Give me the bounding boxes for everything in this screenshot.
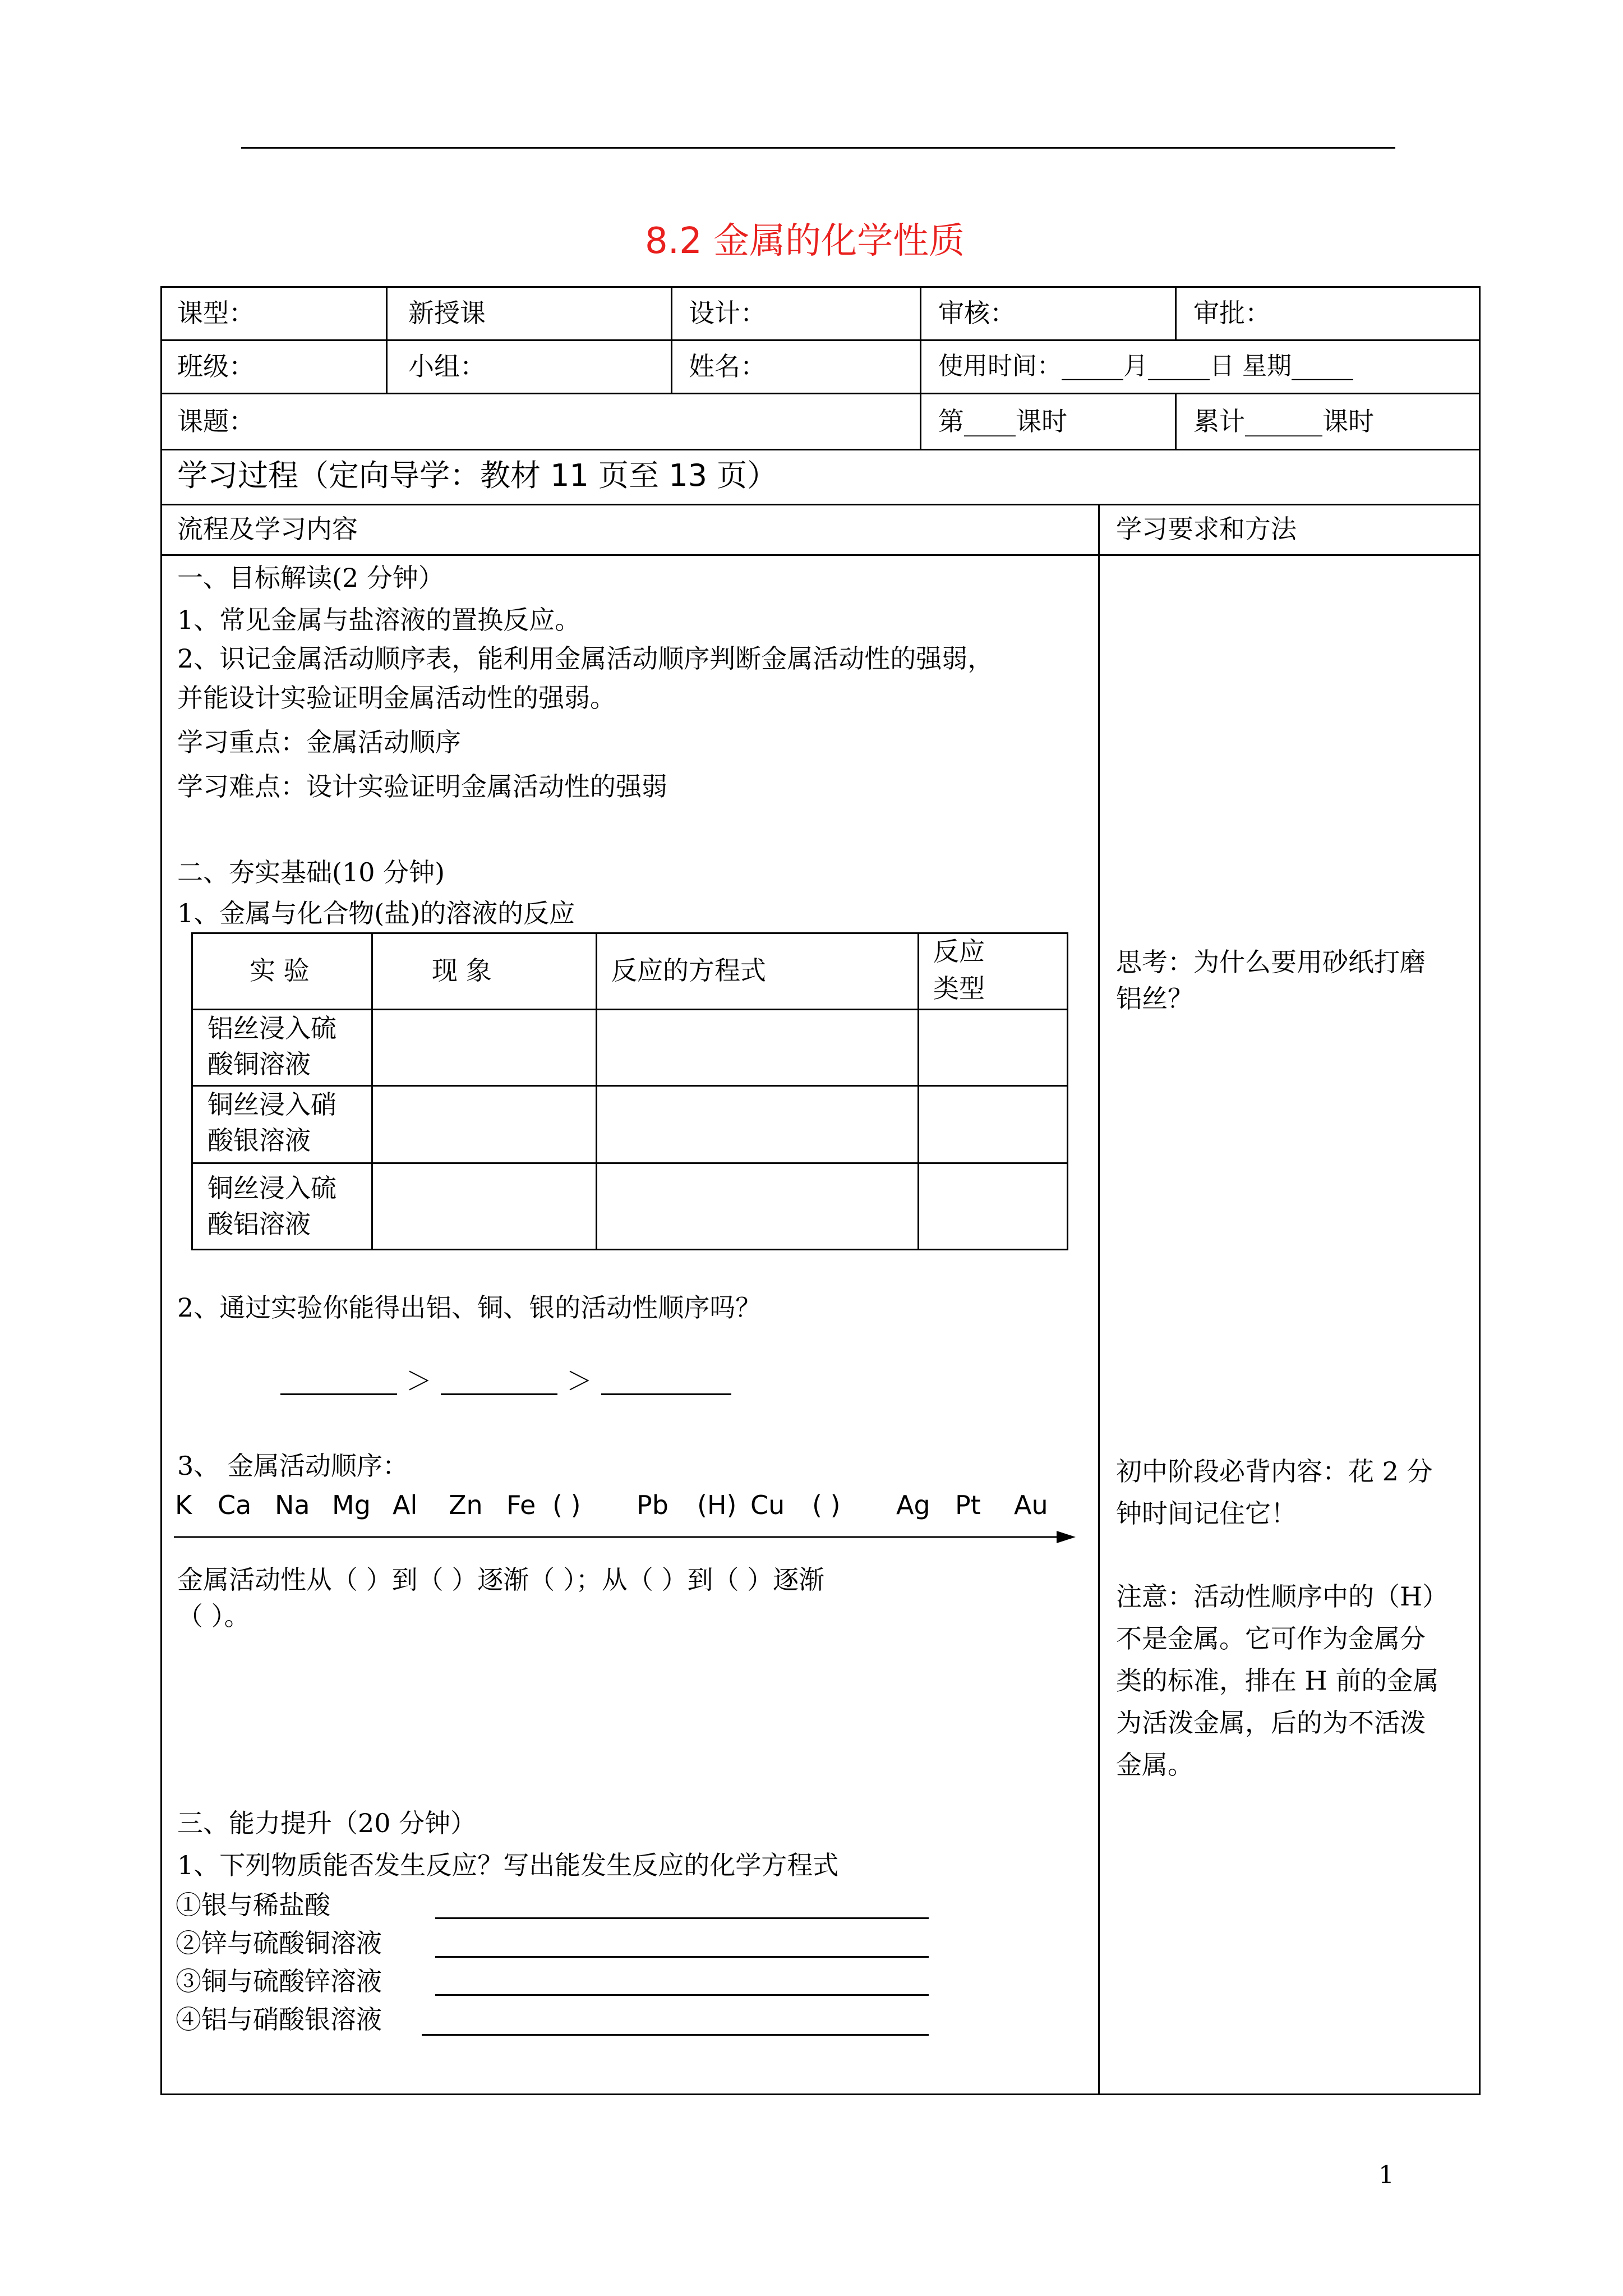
header-rule [241, 147, 1395, 149]
memorize-note-1: 初中阶段必背内容：花 2 分 [1116, 1456, 1433, 1487]
note-line-2: 不是金属。它可作为金属分 [1116, 1623, 1426, 1654]
note-line-4: 为活泼金属，后的为不活泼 [1116, 1708, 1426, 1738]
course-type-value: 新授课 [408, 298, 486, 328]
metal-pb: Pb [637, 1490, 668, 1520]
section3-question: 1、下列物质能否发生反应？写出能发生反应的化学方程式 [177, 1850, 839, 1880]
reaction-item-1: ①银与稀盐酸 [176, 1890, 330, 1920]
metal-mg: Mg [332, 1490, 371, 1520]
row2-experiment-1: 铜丝浸入硝 [208, 1089, 336, 1120]
metal-blank-2: ( ) [812, 1490, 841, 1520]
answer-line-3[interactable] [435, 1994, 929, 1996]
usage-time-label: 使用时间：_____月_____日 星期_____ [938, 352, 1353, 380]
metal-au: Au [1014, 1490, 1048, 1520]
group-label: 小组： [408, 351, 486, 381]
lesson-number: 第____课时 [938, 406, 1067, 436]
answer-line-2[interactable] [435, 1956, 929, 1958]
topic-label: 课题： [177, 406, 255, 436]
section2-heading: 二、夯实基础(10 分钟) [177, 857, 445, 887]
metal-pt: Pt [955, 1490, 981, 1520]
note-line-5: 金属。 [1116, 1750, 1193, 1780]
answer-line-4[interactable] [422, 2034, 929, 2036]
activity-arrow [174, 1529, 1077, 1545]
designer-label: 设计： [689, 298, 766, 328]
metal-cu: Cu [750, 1490, 785, 1520]
question-3: 3、 金属活动顺序： [177, 1451, 408, 1481]
metal-ca: Ca [218, 1490, 252, 1520]
course-type-label: 课型： [177, 298, 255, 328]
goal-2: 2、识记金属活动顺序表，能利用金属活动顺序判断金属活动性的强弱， [177, 643, 994, 674]
row3-experiment-1: 铜丝浸入硫 [208, 1173, 336, 1203]
row3-experiment-2: 酸铝溶液 [208, 1209, 311, 1239]
order-blank-1[interactable] [280, 1393, 397, 1395]
row1-experiment-2: 酸铜溶液 [208, 1049, 311, 1079]
metal-na: Na [275, 1490, 310, 1520]
memorize-note-2: 钟时间记住它！ [1116, 1498, 1297, 1529]
order-blank-3[interactable] [601, 1393, 731, 1395]
order-blank-2[interactable] [441, 1393, 557, 1395]
goal-1: 1、常见金属与盐溶液的置换反应。 [177, 605, 581, 635]
row1-experiment-1: 铝丝浸入硫 [208, 1013, 336, 1043]
page-number: 1 [1378, 2161, 1394, 2189]
approver-label: 审批： [1193, 298, 1271, 328]
class-label: 班级： [177, 351, 255, 381]
th-reaction-type-1: 反应 [933, 936, 985, 967]
activity-trend-2: （ ）。 [177, 1601, 250, 1631]
cumulative-lessons: 累计______课时 [1193, 406, 1374, 436]
goal-2-cont: 并能设计实验证明金属活动性的强弱。 [177, 683, 616, 713]
th-reaction-type-2: 类型 [933, 973, 985, 1004]
right-column-header: 学习要求和方法 [1116, 514, 1297, 544]
note-line-3: 类的标准，排在 H 前的金属 [1116, 1665, 1439, 1696]
process-title: 学习过程（定向导学：教材 11 页至 13 页） [177, 458, 778, 493]
greater-than-2: ＞ [566, 1366, 592, 1396]
question-2: 2、通过实验你能得出铝、铜、银的活动性顺序吗？ [177, 1292, 762, 1323]
th-experiment: 实 验 [250, 955, 310, 986]
left-column-header: 流程及学习内容 [177, 514, 358, 544]
learning-difficulty: 学习难点：设计实验证明金属活动性的强弱 [177, 771, 667, 802]
row2-experiment-2: 酸银溶液 [208, 1125, 311, 1156]
learning-focus: 学习重点：金属活动顺序 [177, 727, 461, 757]
activity-trend-1: 金属活动性从（ ）到（ ）逐渐（ ）；从（ ）到（ ）逐渐 [177, 1565, 825, 1595]
metal-zn: Zn [449, 1490, 483, 1520]
reaction-item-4: ④铝与硝酸银溶液 [176, 2004, 382, 2035]
metal-blank-1: ( ) [552, 1490, 581, 1520]
th-phenomenon: 现 象 [432, 955, 492, 986]
think-note-2: 铝丝？ [1116, 983, 1193, 1014]
page-title: 8.2 金属的化学性质 [645, 220, 965, 262]
section1-heading: 一、目标解读(2 分钟） [177, 563, 444, 593]
metal-k: K [175, 1490, 192, 1520]
reaction-subtitle: 1、金属与化合物(盐)的溶液的反应 [177, 898, 575, 928]
reaction-item-2: ②锌与硫酸铜溶液 [176, 1928, 382, 1958]
section3-heading: 三、能力提升（20 分钟） [177, 1808, 477, 1838]
greater-than-1: ＞ [406, 1366, 432, 1396]
name-label: 姓名： [689, 351, 766, 381]
answer-line-1[interactable] [435, 1917, 929, 1919]
metal-fe: Fe [506, 1490, 536, 1520]
reviewer-label: 审核： [938, 298, 1016, 328]
element-h: (H) [697, 1490, 737, 1520]
metal-ag: Ag [896, 1490, 930, 1520]
reaction-item-3: ③铜与硫酸锌溶液 [176, 1966, 382, 1996]
metal-al: Al [393, 1490, 418, 1520]
think-note-1: 思考：为什么要用砂纸打磨 [1116, 947, 1426, 977]
th-equation: 反应的方程式 [611, 955, 766, 986]
note-line-1: 注意：活动性顺序中的（H） [1116, 1581, 1449, 1612]
